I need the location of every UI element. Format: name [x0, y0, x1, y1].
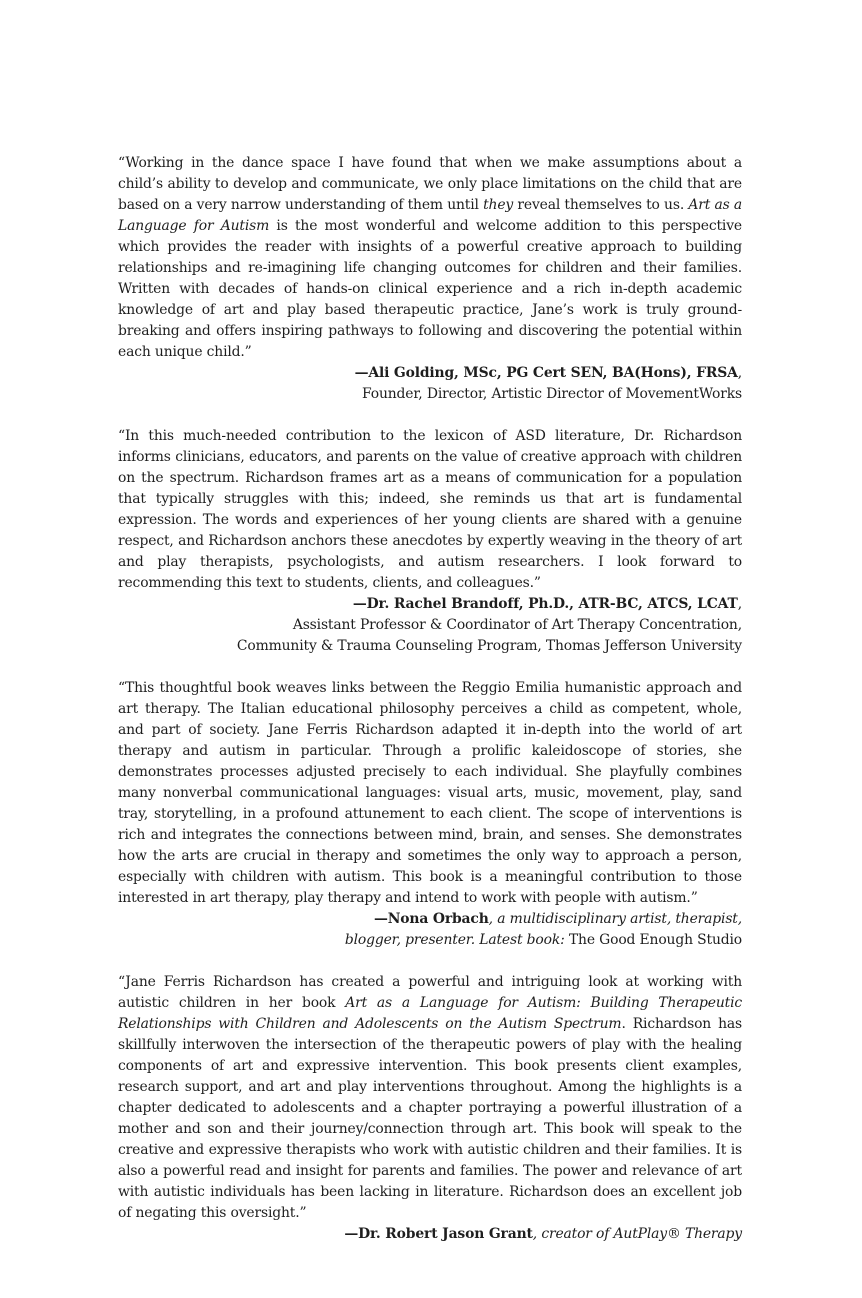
author-name: —Dr. Robert Jason Grant [344, 1226, 533, 1242]
author-name: —Dr. Rachel Brandoff, Ph.D., ATR-BC, ATCS, LCAT [352, 596, 738, 612]
testimonial-quote: “This thoughtful book weaves links between the Reggio Emilia humanistic approach and art therapy. The Italian educational philosophy perceives a child as competent, whole, and part of society. Jane Ferris Richardson adapted it in-depth into the world of art therapy and autism in particular. Through a prolific kaleidoscope of stories, she demonstrates processes adjusted precisely to each individual. She playfully combines many nonverbal communicational languages: visual arts, music, movement, play, sand tray, storytelling, in a profound attunement to each client. The scope of interventions is rich and integrates the connections between mind, brain, and senses. She demonstrates how the arts are crucial in therapy and sometimes the only way to approach a person, especially with children with autism. This book is a meaningful contribution to those interested in art therapy, play therapy and intend to work with people with autism.” [118, 680, 742, 906]
testimonial-attribution: —Ali Golding, MSc, PG Cert SEN, BA(Hons), FRSA, [354, 365, 742, 381]
testimonial-attribution [118, 1224, 742, 1245]
testimonial-quote: “Jane Ferris Richardson has created a powerful and intriguing look at working with autistic children in her book Art as a Language for Autism: Building Therapeutic Relationships with Children and Adolescents on the Autism Spectrum. Richardson has skillfully interwoven the intersection of the therapeutic powers of play with the healing components of art and expressive intervention. This book presents client examples, research support, and art and play interventions throughout. Among the highlights is a chapter dedicated to adolescents and a chapter portraying a powerful illustration of a mother and son and their journey/connection through art. This book will speak to the creative and expressive therapists who work with autistic children and their families. It is also a powerful read and insight for parents and families. The power and relevance of art with autistic individuals has been lacking in literature. Richardson does an excellent job of negating this oversight.” [118, 974, 742, 1221]
book-title: The Good Enough Studio [564, 932, 742, 948]
author-name: —Nona Orbach [373, 911, 489, 927]
testimonial-quote: “In this much-needed contribution to the lexicon of ASD literature, Dr. Richardson informs clinicians, educators, and parents on the value of creative approach with children on the spectrum. Richardson frames art as a means of communication for a population that typically struggles with this; indeed, she reminds us that art is fundamental expression. The words and experiences of her young clients are shared with a genuine respect, and Richardson anchors these anecdotes by expertly weaving in the theory of art and play therapists, psychologists, and autism researchers. I look forward to recommending this text to students, clients, and colleagues.” [118, 428, 742, 591]
testimonial-grant [118, 972, 742, 1245]
testimonial-attribution [118, 909, 742, 930]
author-book-line: blogger, presenter. Latest book: The Good Enough Studio [344, 932, 742, 948]
author-role: , a multidisciplinary artist, therapist, [488, 911, 742, 927]
testimonial-brandoff [118, 426, 742, 657]
testimonial-orbach [118, 678, 742, 951]
testimonial-golding [118, 153, 742, 405]
testimonial-attribution: —Dr. Rachel Brandoff, Ph.D., ATR-BC, ATCS, LCAT, [352, 596, 742, 612]
book-title: Art as a Language for Autism [118, 197, 742, 234]
testimonial-quote: “Working in the dance space I have found that when we make assumptions about a child’s ability to develop and communicate, we only place limitations on the child that are based on a very narrow understanding of them until they reveal themselves to us. Art as a Language for Autism is the most wonderful and welcome addition to this perspective which provides the reader with insights of a powerful creative approach to building relationships and re-imagining life changing outcomes for children and their families. Written with decades of hands-on clinical experience and a rich in-depth academic knowledge of art and play based therapeutic practice, Jane’s work is truly ground-breaking and offers inspiring pathways to following and discovering the potential within each unique child.” [118, 155, 742, 360]
author-role: Founder, Director, Artistic Director of MovementWorks [362, 386, 742, 402]
author-role: Assistant Professor & Coordinator of Art Therapy Concentration, [292, 617, 742, 633]
author-affiliation: Community & Trauma Counseling Program, Thomas Jefferson University [236, 638, 742, 654]
author-name: —Ali Golding, MSc, PG Cert SEN, BA(Hons), FRSA [354, 365, 738, 381]
testimonials-page [118, 153, 742, 1266]
author-role: , creator of AutPlay® Therapy [532, 1226, 742, 1242]
book-title: Art as a Language for Autism: Building Therapeutic Relationships with Children and Adolescents on the Autism Spectrum [118, 995, 742, 1032]
